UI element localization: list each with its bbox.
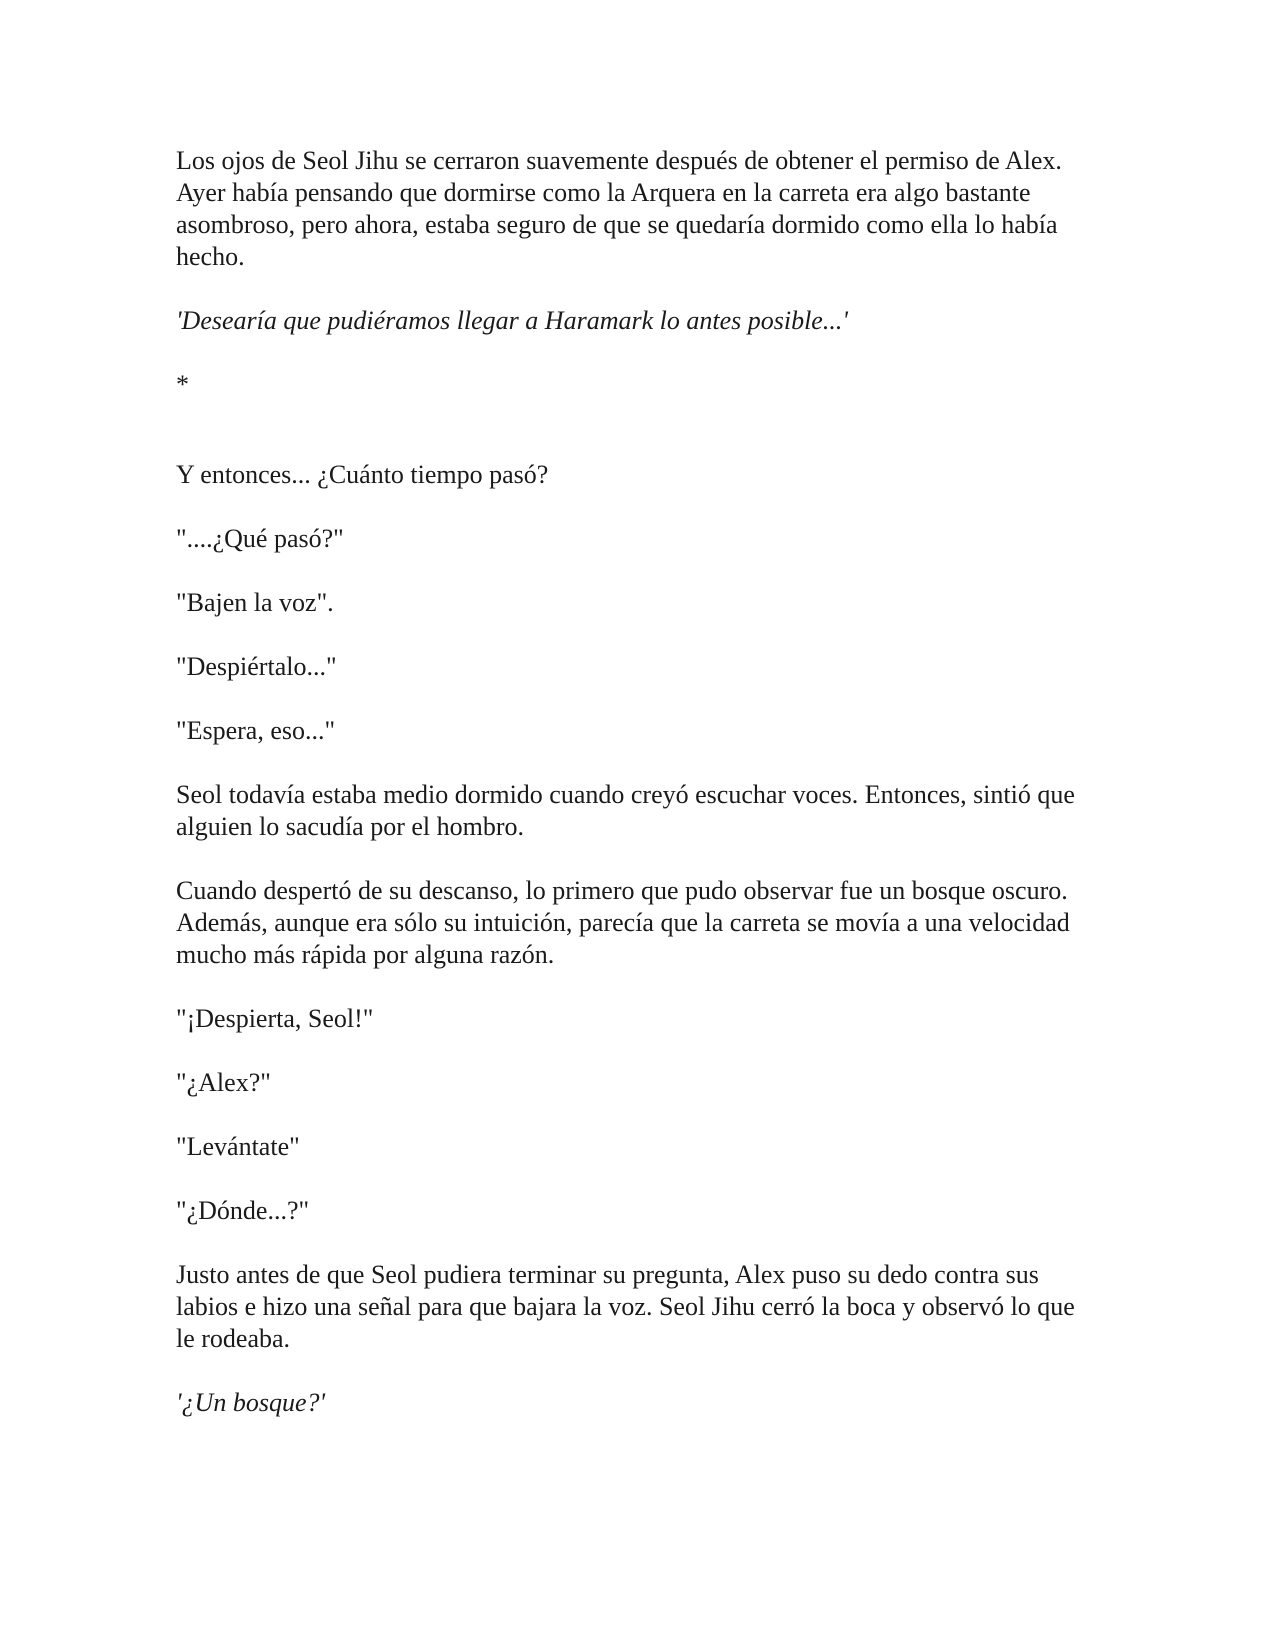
- dialogue-2: "Bajen la voz".: [176, 588, 334, 617]
- dialogue-1: "....¿Qué pasó?": [176, 524, 344, 553]
- paragraph-3: Seol todavía estaba medio dormido cuando creyó escuchar voces. Entonces, sintió que alguien lo sacudía por el hombro.: [176, 780, 1075, 841]
- dialogue-8: "¿Dónde...?": [176, 1196, 310, 1225]
- scene-separator: *: [176, 370, 189, 399]
- dialogue-4: "Espera, eso...": [176, 716, 336, 745]
- dialogue-7: "Levántate": [176, 1132, 300, 1161]
- dialogue-6: "¿Alex?": [176, 1068, 271, 1097]
- document-page: [176, 145, 1096, 1451]
- paragraph-5: Justo antes de que Seol pudiera terminar su pregunta, Alex puso su dedo contra sus labios e hizo una señal para que bajara la voz. Seol Jihu cerró la boca y observó lo que le rodeaba.: [176, 1260, 1075, 1353]
- paragraph-4: Cuando despertó de su descanso, lo primero que pudo observar fue un bosque oscuro. Además, aunque era sólo su intuición, parecía que la carreta se movía a una velocidad mucho más rápida por alguna razón.: [176, 876, 1070, 969]
- thought-paragraph-2: '¿Un bosque?': [176, 1388, 326, 1417]
- paragraph-2: Y entonces... ¿Cuánto tiempo pasó?: [176, 460, 549, 489]
- thought-paragraph-1: 'Desearía que pudiéramos llegar a Haramark lo antes posible...': [176, 306, 848, 335]
- dialogue-5: "¡Despierta, Seol!": [176, 1004, 374, 1033]
- dialogue-3: "Despiértalo...": [176, 652, 337, 681]
- paragraph-1: Los ojos de Seol Jihu se cerraron suavemente después de obtener el permiso de Alex. Ayer había pensando que dormirse como la Arquera en la carreta era algo bastante asombroso, pero ahora, estaba seguro de que se quedaría dormido como ella lo había hecho.: [176, 146, 1062, 271]
